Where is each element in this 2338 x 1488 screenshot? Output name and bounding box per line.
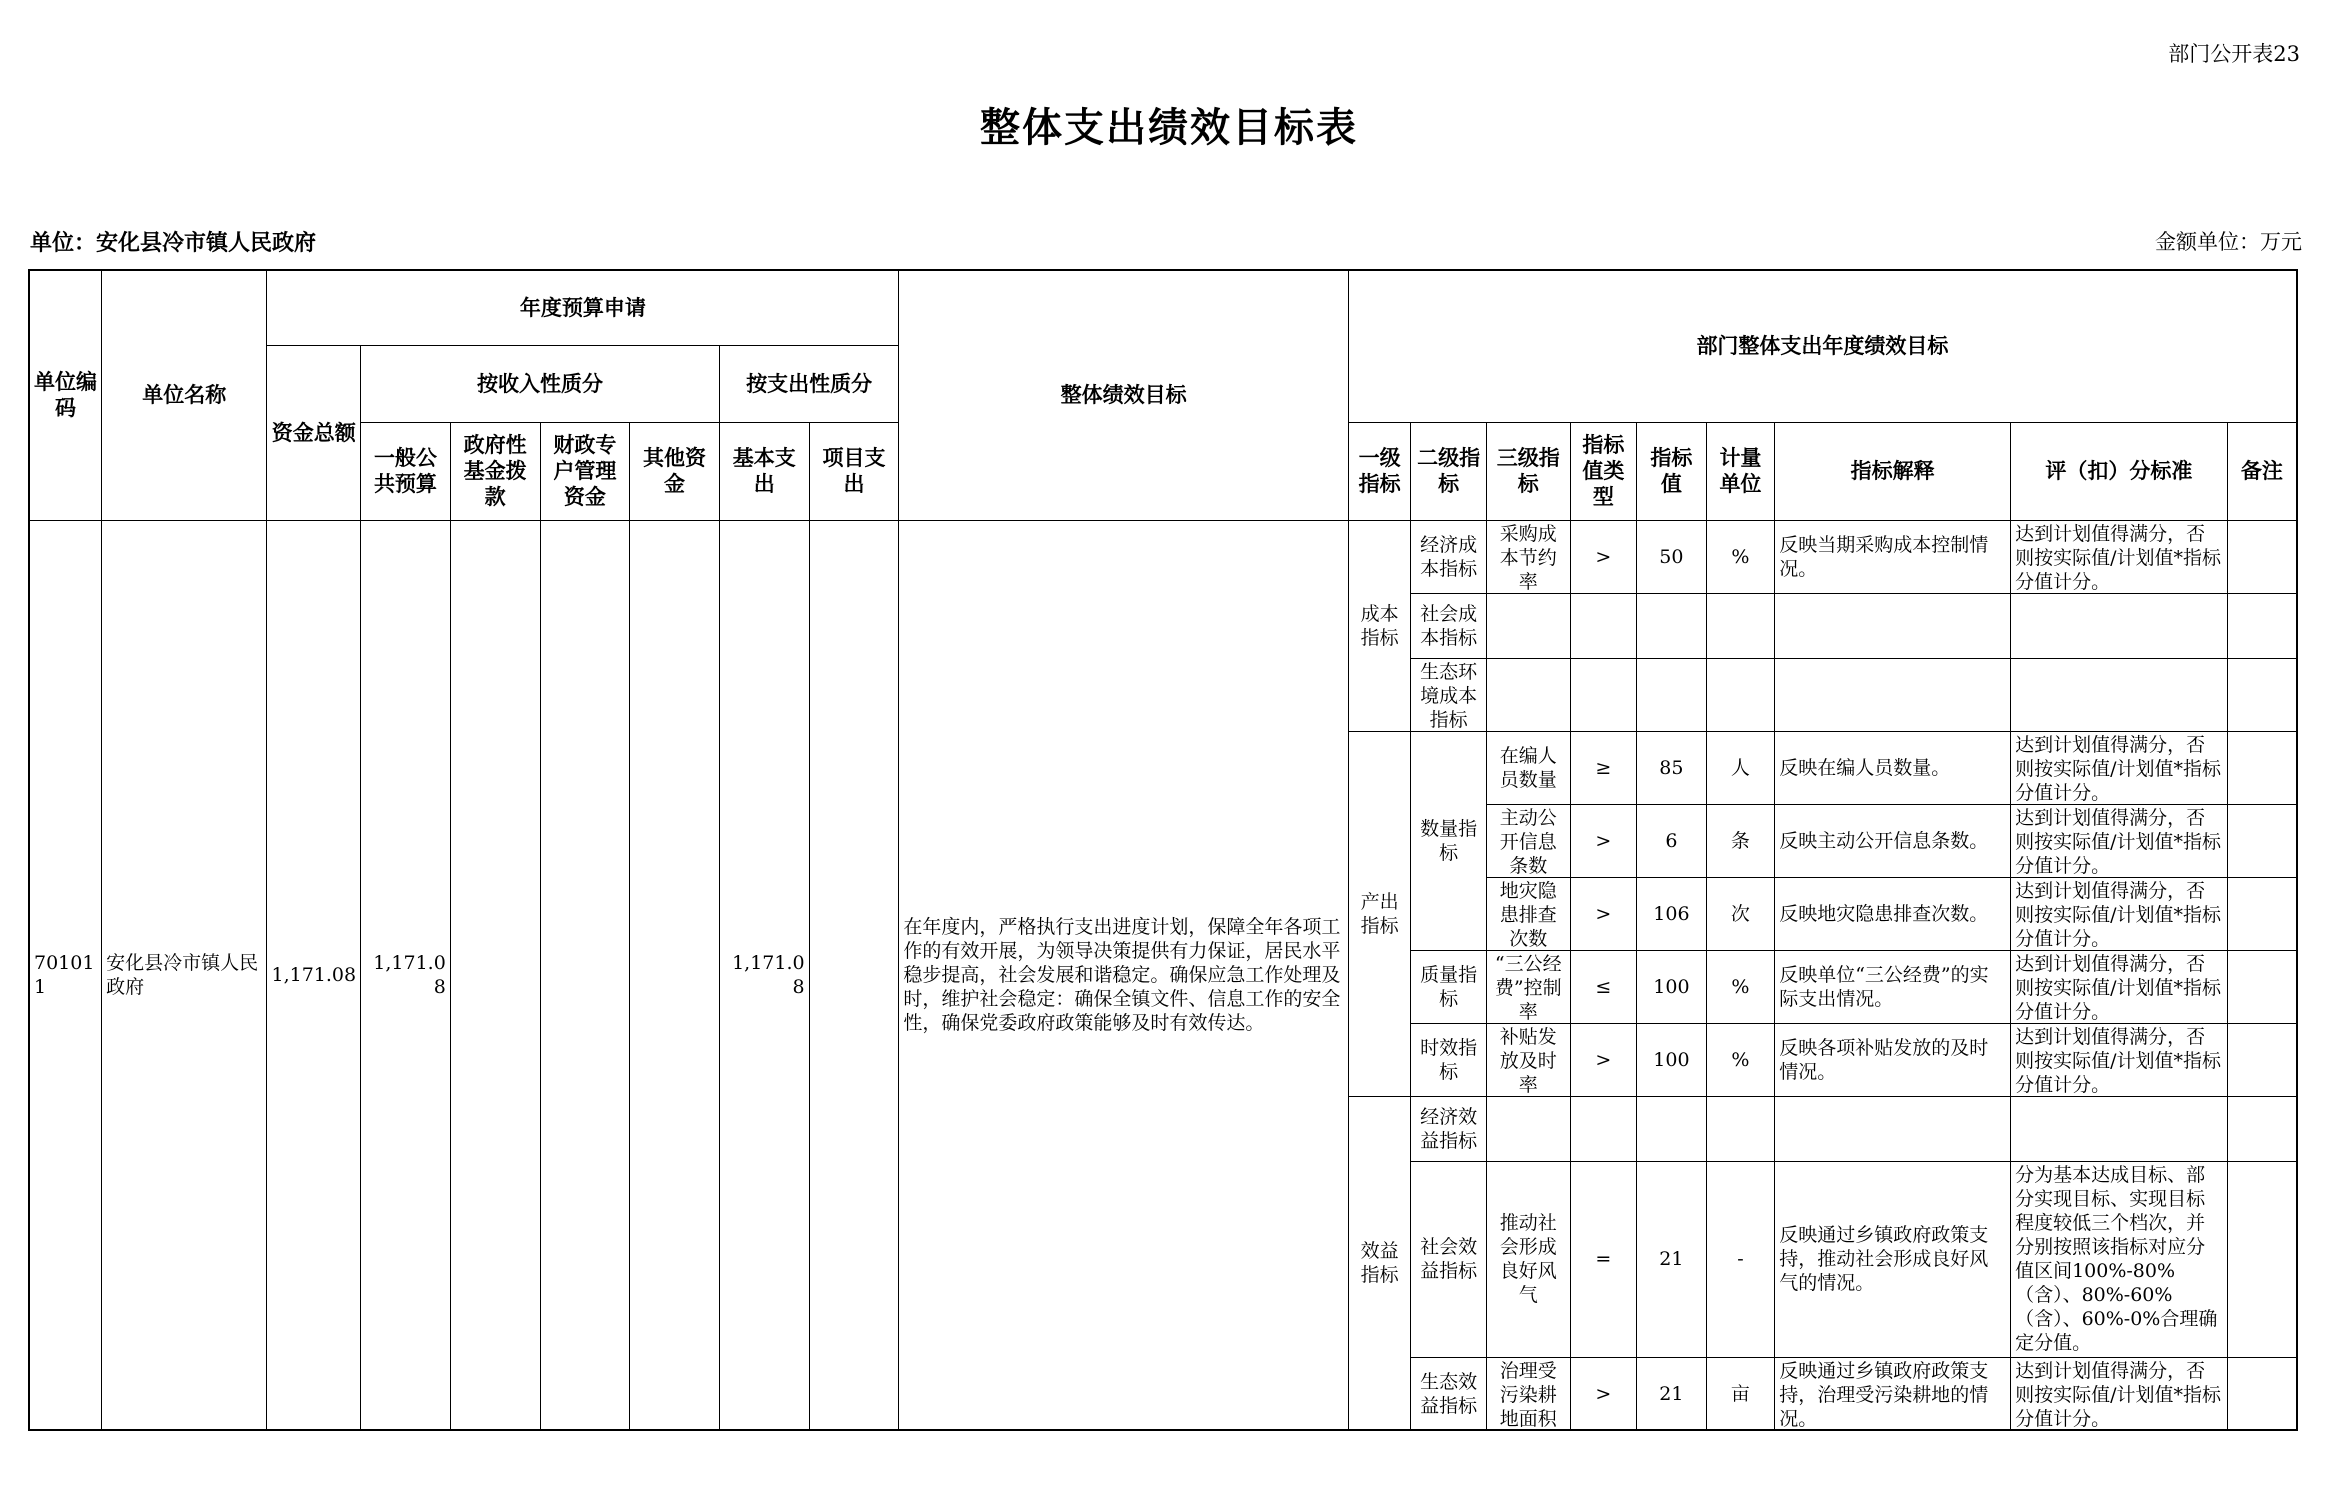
empty-cell bbox=[2011, 1096, 2228, 1161]
unit-cell: % bbox=[1706, 950, 1775, 1023]
empty-cell bbox=[2011, 593, 2228, 658]
value-cell: 50 bbox=[1637, 520, 1707, 593]
header-level2: 二级指标 bbox=[1411, 422, 1487, 520]
explanation-cell bbox=[1775, 1357, 2011, 1430]
scoring-cell bbox=[2011, 950, 2228, 1023]
header-measure-unit: 计量单位 bbox=[1706, 422, 1775, 520]
header-level1: 一级指标 bbox=[1348, 422, 1410, 520]
scoring-cell bbox=[2011, 1357, 2228, 1430]
empty-cell bbox=[1486, 593, 1570, 658]
level3-procurement-saving bbox=[1486, 520, 1570, 593]
value-type-cell: ≥ bbox=[1570, 731, 1637, 804]
header-dept-goals: 部门整体支出年度绩效目标 bbox=[1348, 270, 2297, 422]
header-by-expense: 按支出性质分 bbox=[719, 345, 898, 422]
header-gov-fund: 政府性基金拨款 bbox=[450, 422, 540, 520]
header-value-type: 指标值类型 bbox=[1570, 422, 1637, 520]
value-cell: 6 bbox=[1637, 804, 1707, 877]
gov-fund-cell bbox=[450, 520, 540, 1430]
value-type-cell: ≤ bbox=[1570, 950, 1637, 1023]
document-title: 整体支出绩效目标表 bbox=[980, 105, 1358, 151]
value-type-cell: > bbox=[1570, 877, 1637, 950]
level2-output-timeliness: 时效指标 bbox=[1411, 1023, 1487, 1096]
level1-output: 产出指标 bbox=[1348, 731, 1410, 1096]
header-level3: 三级指标 bbox=[1486, 422, 1570, 520]
empty-cell bbox=[1775, 593, 2011, 658]
level3-procurement-saving-text: 采购成本节约率 bbox=[1499, 522, 1557, 592]
value-type-cell: = bbox=[1570, 1161, 1637, 1357]
empty-cell bbox=[1570, 658, 1637, 731]
scoring-cell bbox=[2011, 1023, 2228, 1096]
empty-cell bbox=[1706, 1096, 1775, 1161]
empty-cell bbox=[1706, 593, 1775, 658]
level3-public-info bbox=[1486, 804, 1570, 877]
scoring-text: 分为基本达成目标、部分实现目标、实现目标程度较低三个档次，并分别按照该指标对应分值区间100%-80%（含）、80%-60%（含）、60%-0%合理确定分值。 bbox=[2015, 1164, 2218, 1354]
level3-good-social-atmosphere: 推动社会形成良好风气 bbox=[1486, 1161, 1570, 1357]
empty-cell bbox=[2011, 658, 2228, 731]
overall-goal-cell: 在年度内，严格执行支出进度计划，保障全年各项工作的有效开展，为领导决策提供有力保证，居民水平稳步提高，社会发展和谐稳定。确保应急工作处理及时，维护社会稳定：确保全镇文件、信息工作的安全性，确保党委政府政策能够及时有效传达。 bbox=[899, 520, 1349, 1430]
header-total-funds: 资金总额 bbox=[267, 345, 361, 520]
level3-polluted-farmland-text: 治理受污染耕地面积 bbox=[1499, 1359, 1557, 1429]
explanation-cell: 反映当期采购成本控制情况。 bbox=[1775, 520, 2011, 593]
remark-cell bbox=[2227, 1023, 2297, 1096]
empty-cell bbox=[1570, 593, 1637, 658]
value-type-cell: > bbox=[1570, 1357, 1637, 1430]
empty-cell bbox=[2227, 593, 2297, 658]
empty-cell bbox=[1570, 1096, 1637, 1161]
header-by-income: 按收入性质分 bbox=[361, 345, 720, 422]
value-cell: 100 bbox=[1637, 950, 1707, 1023]
value-type-cell: > bbox=[1570, 1023, 1637, 1096]
level2-cost-social: 社会成本指标 bbox=[1411, 593, 1487, 658]
level2-benefit-social: 社会效益指标 bbox=[1411, 1161, 1487, 1357]
level3-subsidy-timeliness bbox=[1486, 1023, 1570, 1096]
value-cell: 100 bbox=[1637, 1023, 1707, 1096]
value-cell: 21 bbox=[1637, 1357, 1707, 1430]
remark-cell bbox=[2227, 1357, 2297, 1430]
header-general-budget: 一般公共预算 bbox=[361, 422, 451, 520]
unit-cell: 次 bbox=[1706, 877, 1775, 950]
header-unit-code: 单位编码 bbox=[29, 270, 102, 520]
empty-cell bbox=[2227, 1096, 2297, 1161]
header-remark: 备注 bbox=[2227, 422, 2297, 520]
value-cell: 85 bbox=[1637, 731, 1707, 804]
level2-benefit-economic: 经济效益指标 bbox=[1411, 1096, 1487, 1161]
empty-cell bbox=[1637, 658, 1707, 731]
value-cell: 106 bbox=[1637, 877, 1707, 950]
level3-subsidy-timeliness-text: 补贴发放及时率 bbox=[1499, 1025, 1557, 1095]
level3-polluted-farmland bbox=[1486, 1357, 1570, 1430]
level2-benefit-eco: 生态效益指标 bbox=[1411, 1357, 1487, 1430]
scoring-text: 达到计划值得满分，否则按实际值/计划值*指标分值计分。 bbox=[2015, 879, 2221, 949]
remark-cell bbox=[2227, 520, 2297, 593]
remark-cell bbox=[2227, 804, 2297, 877]
explanation-cell: 反映单位“三公经费”的实际支出情况。 bbox=[1775, 950, 2011, 1023]
header-unit-name: 单位名称 bbox=[102, 270, 267, 520]
value-type-cell: > bbox=[1570, 520, 1637, 593]
unit-cell: 条 bbox=[1706, 804, 1775, 877]
remark-cell bbox=[2227, 731, 2297, 804]
empty-cell bbox=[1486, 658, 1570, 731]
scoring-cell bbox=[2011, 1161, 2228, 1357]
explanation-cell: 反映通过乡镇政府政策支持，推动社会形成良好风气的情况。 bbox=[1775, 1161, 2011, 1357]
amount-unit-label: 金额单位：万元 bbox=[2155, 230, 2302, 254]
fiscal-special-cell bbox=[540, 520, 630, 1430]
header-fiscal-special: 财政专户管理资金 bbox=[540, 422, 630, 520]
explanation-text: 反映通过乡镇政府政策支持，治理受污染耕地的情况。 bbox=[1779, 1359, 1989, 1429]
level2-cost-eco-env bbox=[1411, 658, 1487, 731]
level3-staff-count: 在编人员数量 bbox=[1486, 731, 1570, 804]
level2-output-quality: 质量指标 bbox=[1411, 950, 1487, 1023]
explanation-cell: 反映在编人员数量。 bbox=[1775, 731, 2011, 804]
unit-code-cell: 701011 bbox=[29, 520, 102, 1430]
scoring-text: 达到计划值得满分，否则按实际值/计划值*指标分值计分。 bbox=[2015, 806, 2221, 876]
empty-cell bbox=[1706, 658, 1775, 731]
level3-three-public-expense bbox=[1486, 950, 1570, 1023]
scoring-cell bbox=[2011, 520, 2228, 593]
level3-disaster-check-text: 地灾隐患排查次数 bbox=[1499, 879, 1557, 949]
empty-cell bbox=[1637, 593, 1707, 658]
scoring-cell bbox=[2011, 804, 2228, 877]
empty-cell bbox=[1486, 1096, 1570, 1161]
unit-label: 单位：安化县冷市镇人民政府 bbox=[30, 231, 317, 256]
other-funds-cell bbox=[630, 520, 720, 1430]
value-cell: 21 bbox=[1637, 1161, 1707, 1357]
level1-cost: 成本指标 bbox=[1348, 520, 1410, 731]
header-basic-expense: 基本支出 bbox=[719, 422, 809, 520]
explanation-cell: 反映地灾隐患排查次数。 bbox=[1775, 877, 2011, 950]
general-budget-cell: 1,171.08 bbox=[361, 520, 451, 1430]
basic-expense-cell: 1,171.08 bbox=[719, 520, 809, 1430]
unit-cell: - bbox=[1706, 1161, 1775, 1357]
scoring-cell bbox=[2011, 877, 2228, 950]
level3-three-public-expense-text: “三公经费”控制率 bbox=[1494, 952, 1562, 1022]
header-overall-goal: 整体绩效目标 bbox=[899, 270, 1349, 520]
value-type-cell: > bbox=[1570, 804, 1637, 877]
level3-public-info-text: 主动公开信息条数 bbox=[1499, 806, 1557, 876]
explanation-cell: 反映主动公开信息条数。 bbox=[1775, 804, 2011, 877]
scoring-text: 达到计划值得满分，否则按实际值/计划值*指标分值计分。 bbox=[2015, 1025, 2221, 1095]
empty-cell bbox=[1637, 1096, 1707, 1161]
explanation-cell: 反映各项补贴发放的及时情况。 bbox=[1775, 1023, 2011, 1096]
scoring-text: 达到计划值得满分，否则按实际值/计划值*指标分值计分。 bbox=[2015, 952, 2221, 1022]
scoring-text: 达到计划值得满分，否则按实际值/计划值*指标分值计分。 bbox=[2015, 1359, 2221, 1429]
unit-cell: % bbox=[1706, 520, 1775, 593]
header-value: 指标值 bbox=[1637, 422, 1707, 520]
header-other-funds: 其他资金 bbox=[630, 422, 720, 520]
remark-cell bbox=[2227, 950, 2297, 1023]
empty-cell bbox=[2227, 658, 2297, 731]
header-explanation: 指标解释 bbox=[1775, 422, 2011, 520]
empty-cell bbox=[1775, 1096, 2011, 1161]
empty-cell bbox=[1775, 658, 2011, 731]
scoring-text: 达到计划值得满分，否则按实际值/计划值*指标分值计分。 bbox=[2015, 733, 2221, 803]
unit-cell: % bbox=[1706, 1023, 1775, 1096]
remark-cell bbox=[2227, 877, 2297, 950]
scoring-cell bbox=[2011, 731, 2228, 804]
level2-output-quantity: 数量指标 bbox=[1411, 731, 1487, 950]
unit-cell: 亩 bbox=[1706, 1357, 1775, 1430]
unit-cell: 人 bbox=[1706, 731, 1775, 804]
remark-cell bbox=[2227, 1161, 2297, 1357]
project-expense-cell bbox=[809, 520, 899, 1430]
level1-benefit: 效益指标 bbox=[1348, 1096, 1410, 1430]
header-scoring: 评（扣）分标准 bbox=[2011, 422, 2228, 520]
scoring-text: 达到计划值得满分，否则按实际值/计划值*指标分值计分。 bbox=[2015, 522, 2221, 592]
level3-disaster-check bbox=[1486, 877, 1570, 950]
level2-cost-economic: 经济成本指标 bbox=[1411, 520, 1487, 593]
header-project-expense: 项目支出 bbox=[809, 422, 899, 520]
header-annual-budget: 年度预算申请 bbox=[267, 270, 899, 345]
total-funds-cell: 1,171.08 bbox=[267, 520, 361, 1430]
unit-name-cell: 安化县冷市镇人民政府 bbox=[102, 520, 267, 1430]
form-number: 部门公开表23 bbox=[2168, 42, 2300, 66]
performance-target-table bbox=[28, 269, 2298, 1431]
level2-cost-eco-env-text: 生态环境成本指标 bbox=[1420, 660, 1478, 730]
